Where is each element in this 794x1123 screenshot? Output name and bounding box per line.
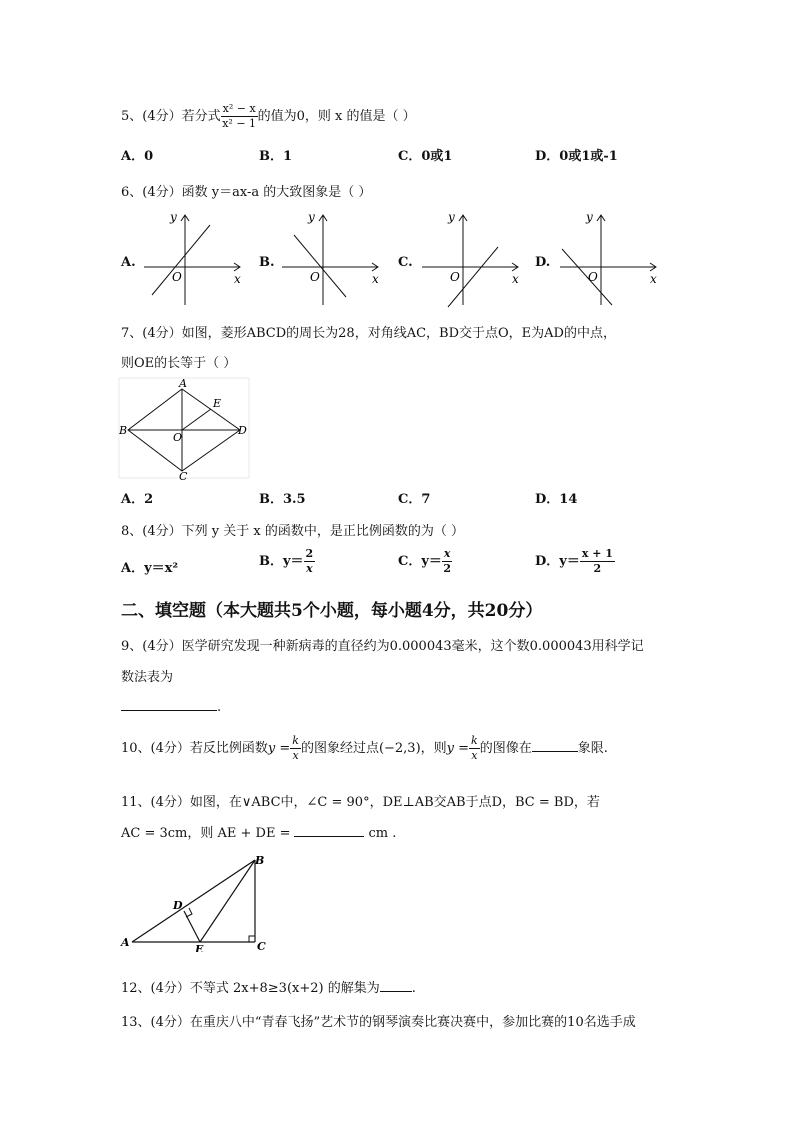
q10-answer-blank[interactable] [532, 739, 578, 752]
q12-line [121, 977, 416, 996]
q6-c-x-label: x [512, 272, 519, 286]
q11-line2-suffix: cm . [368, 826, 397, 841]
q7-option-b: B．3.5 [259, 492, 306, 507]
q6-text: 6、(4分）函数 y＝ax-a 的大致图象是（ ） [121, 185, 372, 200]
q11-label-b: B [255, 854, 265, 867]
q5-denominator: x² − 1 [222, 117, 257, 130]
q10-fraction-2 [469, 734, 480, 763]
q10-den-1: x [292, 749, 299, 762]
q10-num-1: k [292, 734, 299, 747]
q8-option-b [259, 547, 315, 576]
q6-a-origin: O [172, 270, 182, 284]
q6-graph-a [140, 205, 250, 310]
q7-label-e: E [213, 397, 222, 410]
q8-d-num: x + 1 [581, 547, 613, 560]
q11-label-d: D [173, 899, 183, 912]
q11-triangle-figure [118, 850, 268, 952]
q13-text: 13、(4分）在重庆八中“青春飞扬”艺术节的钢琴演奏比赛决赛中，参加比赛的10名选手成 [121, 1015, 636, 1030]
q11-line1: 11、(4分）如图，在∨ABC中，∠C = 90°，DE⊥AB交AB于点D，BC = BD，若 [121, 795, 600, 810]
q11-line2-prefix: AC = 3cm，则 AE + DE = [121, 826, 291, 841]
q12-end: . [411, 981, 416, 996]
q11-label-e: E [195, 943, 204, 952]
q7-line1: 7、(4分）如图，菱形ABCD的周长为28，对角线AC，BD交于点O，E为AD的中点， [121, 326, 616, 341]
q9-answer-blank[interactable] [121, 698, 217, 711]
q6-option-a-label: A. [121, 255, 136, 270]
q7-label-b: B [119, 424, 128, 437]
q12-answer-blank[interactable] [380, 979, 412, 992]
q5-suffix: 的值为0，则 x 的值是（ ） [257, 109, 416, 124]
q8-text: 8、(4分）下列 y 关于 x 的函数中，是正比例函数的为（ ） [121, 524, 464, 539]
q5-numerator: x² − x [222, 102, 256, 115]
q10-y-eq-1: y = [267, 741, 291, 756]
q8-c-num: x [443, 547, 451, 560]
q10-line [121, 734, 608, 763]
q6-d-origin: O [588, 270, 598, 284]
q7-label-a: A [179, 377, 187, 390]
q5-option-c: C．0或1 [398, 149, 453, 164]
q7-option-d: D．14 [535, 492, 578, 507]
q6-b-y-label: y [308, 210, 315, 224]
q5-line [121, 102, 416, 131]
q6-b-x-label: x [372, 272, 379, 286]
q7-option-c: C．7 [398, 492, 431, 507]
q10-num-2: k [471, 734, 478, 747]
q5-option-b: B．1 [259, 149, 293, 164]
q6-option-d-label: D. [535, 255, 551, 270]
q8-c-den: 2 [443, 562, 452, 575]
q8-b-num: 2 [305, 547, 314, 560]
q9-line2: 数法表为 [121, 670, 174, 685]
q10-suffix: 象限. [577, 741, 608, 756]
q7-label-d: D [238, 424, 247, 437]
q11-label-c: C [257, 940, 266, 952]
q8-d-prefix: D．y＝ [535, 554, 580, 569]
q8-b-den: x [306, 562, 313, 575]
q8-b-prefix: B．y＝ [259, 554, 304, 569]
q8-option-a: A．y＝x² [121, 561, 179, 576]
q6-b-origin: O [310, 270, 320, 284]
q9-answer-line [121, 698, 221, 715]
q5-option-d: D．0或1或-1 [535, 149, 618, 164]
q7-label-o: O [173, 431, 183, 444]
q9-line1: 9、(4分）医学研究发现一种新病毒的直径约为0.000043毫米，这个数0.000043用科学记 [121, 639, 644, 654]
q8-option-d [535, 547, 615, 576]
q11-label-a: A [121, 936, 130, 949]
q8-c-prefix: C．y＝ [398, 554, 442, 569]
q11-answer-blank[interactable] [294, 824, 364, 837]
q10-prefix: 10、(4分）若反比例函数 [121, 741, 268, 756]
q6-graph-c [418, 205, 528, 310]
section-2-heading [121, 596, 542, 621]
q5-option-a: A．0 [121, 149, 154, 164]
q7-rhombus-figure [118, 377, 250, 480]
q10-fraction-1 [290, 734, 301, 763]
q8-d-den: 2 [593, 562, 602, 575]
q12-text: 12、(4分）不等式 2x+8≥3(x+2) 的解集为 [121, 981, 380, 996]
q10-mid2: 的图像在 [479, 741, 532, 756]
q8-b-fraction [304, 547, 316, 576]
q6-c-y-label: y [448, 210, 455, 224]
q11-line2 [121, 822, 396, 841]
q10-y-eq-2: y = [446, 741, 470, 756]
q5-prefix: 5、(4分）若分式 [121, 109, 221, 124]
q8-c-fraction [442, 547, 453, 576]
q5-fraction [221, 102, 258, 131]
q6-graph-d [556, 205, 666, 310]
q6-d-x-label: x [650, 272, 657, 286]
q7-label-c: C [179, 470, 188, 480]
q8-option-c [398, 547, 452, 576]
q7-option-a: A．2 [121, 492, 154, 507]
q8-d-fraction [580, 547, 615, 576]
q10-den-2: x [471, 749, 478, 762]
q6-a-y-label: y [170, 210, 177, 224]
q6-option-c-label: C. [398, 255, 413, 270]
q6-c-origin: O [450, 270, 460, 284]
q7-line2: 则OE的长等于（ ） [121, 356, 237, 371]
q9-end: . [217, 700, 222, 715]
section-2-title: 二、填空题（本大题共5个小题，每小题4分，共20分） [121, 601, 543, 621]
q10-mid: 的图象经过点(−2,3)，则 [300, 741, 447, 756]
q6-d-y-label: y [586, 210, 593, 224]
q6-a-x-label: x [234, 272, 241, 286]
q6-graph-b [278, 205, 388, 310]
q6-option-b-label: B. [259, 255, 275, 270]
